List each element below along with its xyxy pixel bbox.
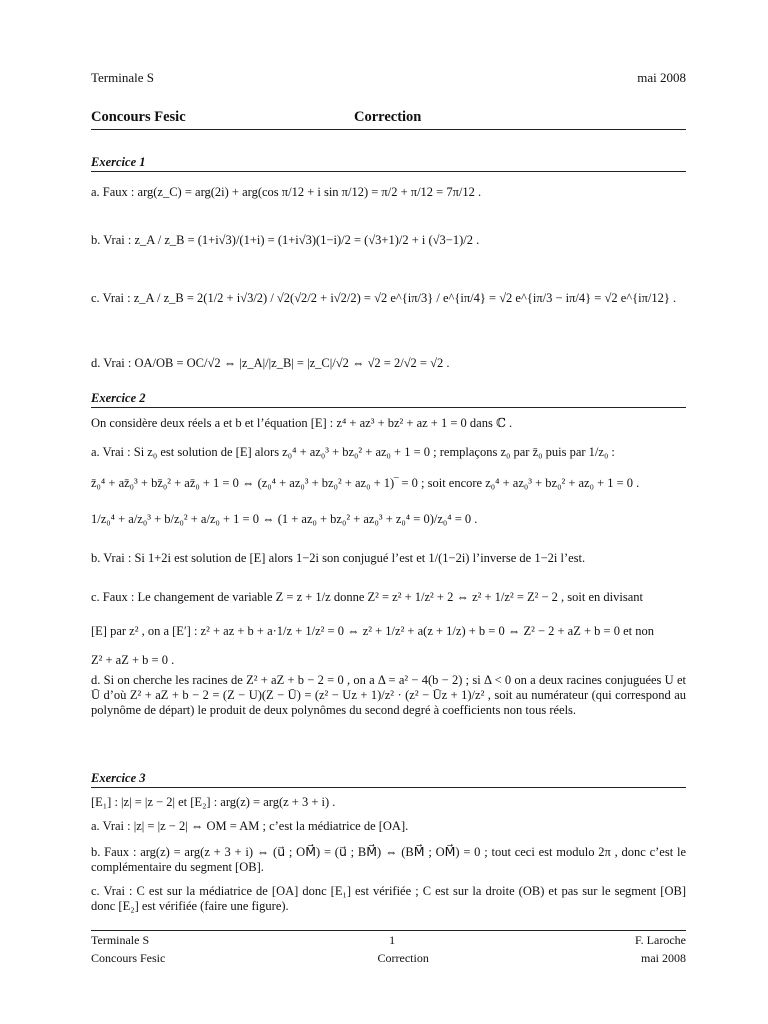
page-header [91,70,686,86]
exercise-2-heading: Exercice 2 [91,391,686,408]
ex3-item-b: b. Faux : arg(z) = arg(z + 3 + i) ⇔ (u⃗ ; OM⃗) = (u⃗ ; BM⃗) ⇔ (BM⃗ ; OM⃗) = 0 ; tout ceci est modulo 2π , donc c’est le complémentaire du segment [OB]. [91,845,686,874]
title-left: Concours Fesic [91,109,186,125]
header-right: mai 2008 [637,70,686,85]
footer-right-1: F. Laroche [634,933,686,947]
ex2-item-a-line2: z̄₀⁴ + az̄₀³ + bz̄₀² + az̄₀ + 1 = 0 ⇔ (z₀⁴ + az₀³ + bz₀² + az₀ + 1)‾ = 0 ; soit encore z₀⁴ + az₀³ + bz₀² + az₀ + 1 = 0 . [91,476,640,490]
ex3-item-a: a. Vrai : |z| = |z − 2| ⇔ OM = AM ; c’est la médiatrice de [OA]. [91,819,409,833]
document-title [91,109,686,130]
ex1-item-c: c. Vrai : z_A / z_B = 2(1/2 + i√3/2) / √2(√2/2 + i√2/2) = √2 e^{iπ/3} / e^{iπ/4} = √2 e^{iπ/3 − iπ/4} = √2 e^{iπ/12} . [91,291,677,305]
ex2-item-c-line1: c. Faux : Le changement de variable Z = z + 1/z donne Z² = z² + 1/z² + 2 ⇔ z² + 1/z² = Z² − 2 , soit en divisant [91,590,644,604]
ex3-item-c: c. Vrai : C est sur la médiatrice de [OA] donc [E₁] est vérifiée ; C est sur la droite (OB) et pas sur le segment [OB] donc [E₂] est vérifiée (faire une figure). [91,884,686,913]
ex1-item-d: d. Vrai : OA/OB = OC/√2 ⇔ |z_A|/|z_B| = |z_C|/√2 ⇔ √2 = 2/√2 = √2 . [91,356,450,370]
footer-center-2: Correction [377,951,429,965]
page-footer [91,930,686,967]
ex2-item-a-line1: a. Vrai : Si z₀ est solution de [E] alors z₀⁴ + az₀³ + bz₀² + az₀ + 1 = 0 ; remplaçons z₀ par z̄₀ puis par 1/z₀ : [91,445,615,459]
ex1-item-b: b. Vrai : z_A / z_B = (1+i√3)/(1+i) = (1+i√3)(1−i)/2 = (√3+1)/2 + i (√3−1)/2 . [91,233,480,247]
title-center: Correction [354,109,422,125]
ex2-intro: On considère deux réels a et b et l’équation [E] : z⁴ + az³ + bz² + az + 1 = 0 dans ℂ . [91,416,513,430]
ex1-item-a: a. Faux : arg(z_C) = arg(2i) + arg(cos π/12 + i sin π/12) = π/2 + π/12 = 7π/12 . [91,185,482,199]
footer-row-1 [91,931,686,949]
ex3-intro: [E₁] : |z| = |z − 2| et [E₂] : arg(z) = arg(z + 3 + i) . [91,795,336,809]
footer-left-1: Terminale S [91,933,150,947]
ex2-item-c-line2: [E] par z² , on a [E′] : z² + az + b + a·1/z + 1/z² = 0 ⇔ z² + 1/z² + a(z + 1/z) + b = 0 ⇔ Z² − 2 + aZ + b = 0 et non [91,624,654,638]
footer-row-2 [91,949,686,967]
exercise-1-heading: Exercice 1 [91,155,686,172]
ex2-item-b: b. Vrai : Si 1+2i est solution de [E] alors 1−2i son conjugué l’est et 1/(1−2i) l’inverse de 1−2i l’est. [91,551,586,565]
exercise-3-heading: Exercice 3 [91,771,686,788]
footer-right-2: mai 2008 [641,951,686,965]
ex2-item-d: d. Si on cherche les racines de Z² + aZ + b − 2 = 0 , on a Δ = a² − 4(b − 2) ; si Δ < 0 on a deux racines conjuguées U et Ū d’où Z² + aZ + b − 2 = (Z − U)(Z − Ū) = (z² − Uz + 1)/z² · (z² − Ūz + 1)/z² , soit au numérateur (qui correspond au polynôme de départ) le produit de deux polynômes du second degré à coefficients non tous réels. [91,673,686,717]
footer-left-2: Concours Fesic [91,951,166,965]
header-left: Terminale S [91,70,154,85]
ex2-item-a-line3: 1/z₀⁴ + a/z₀³ + b/z₀² + a/z₀ + 1 = 0 ⇔ (1 + az₀ + bz₀² + az₀³ + z₀⁴ = 0)/z₀⁴ = 0 . [91,512,478,526]
ex2-item-c-line3: Z² + aZ + b = 0 . [91,653,175,667]
page-number: 1 [389,933,396,947]
